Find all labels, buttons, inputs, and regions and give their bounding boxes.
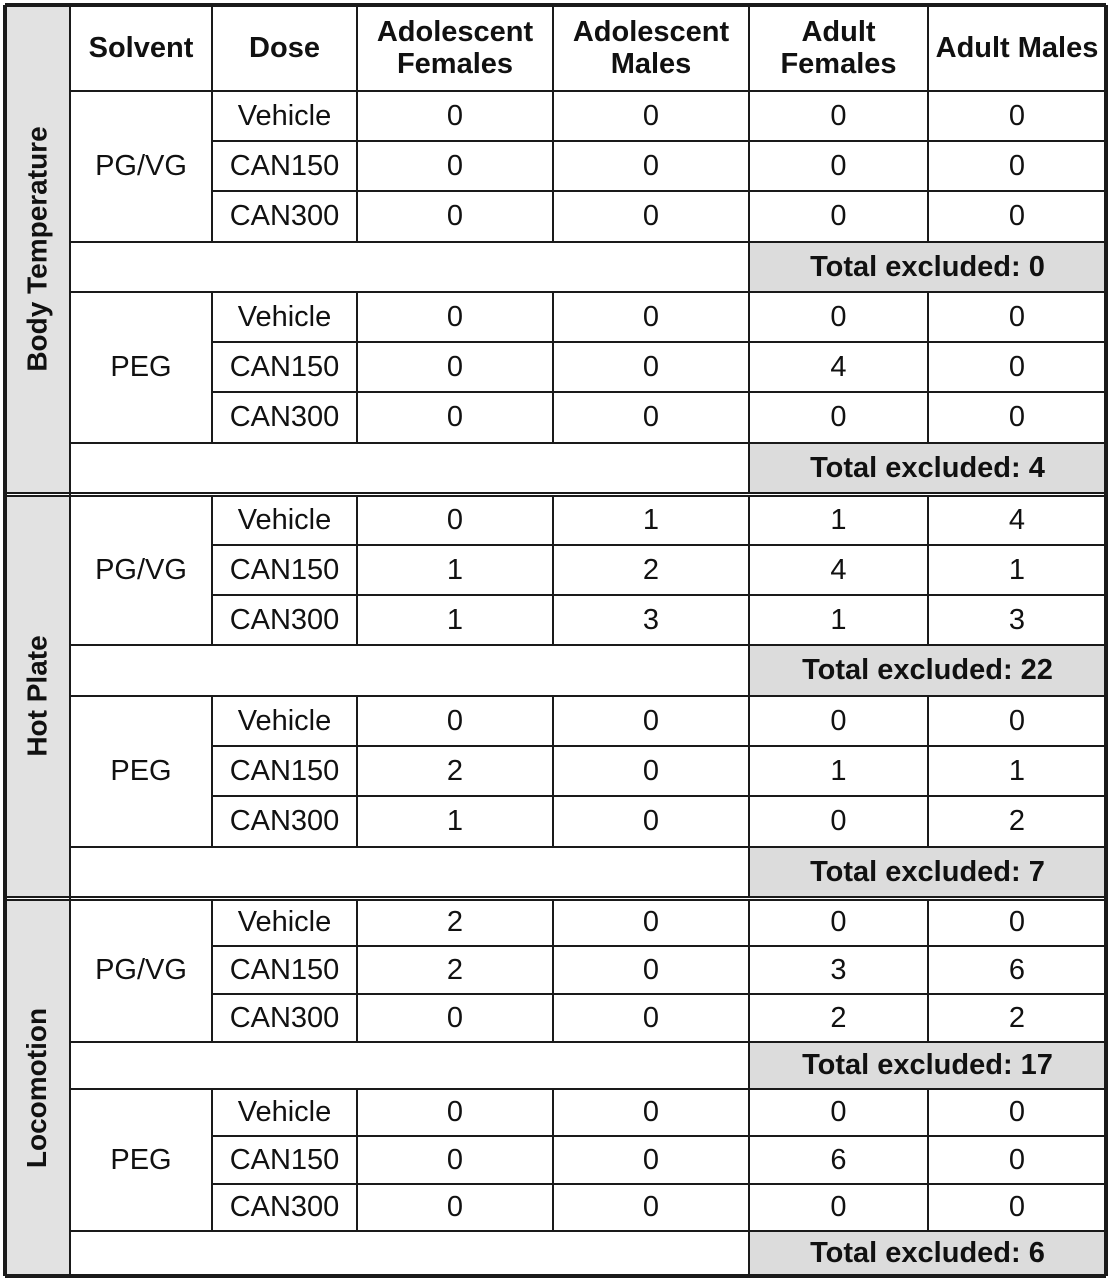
count-cell: 0 xyxy=(642,704,660,737)
count-cell: 0 xyxy=(1008,1143,1026,1176)
column-divider xyxy=(927,1089,930,1231)
column-header: Adult Females xyxy=(780,15,897,80)
column-divider xyxy=(552,495,555,645)
count-cell: 2 xyxy=(642,553,660,586)
row-divider xyxy=(212,945,1106,948)
row-divider xyxy=(212,993,1106,996)
column-divider xyxy=(748,1089,751,1231)
count-cell: 0 xyxy=(642,300,660,333)
column-header: Adolescent Males xyxy=(572,15,730,80)
count-cell: 1 xyxy=(446,553,464,586)
total-row-blank xyxy=(70,242,749,292)
total-row-blank xyxy=(70,1042,749,1089)
count-cell: 0 xyxy=(446,200,464,233)
count-cell: 0 xyxy=(830,704,847,737)
column-divider xyxy=(748,91,751,242)
total-row-blank xyxy=(70,645,749,696)
section-label-text: Hot Plate xyxy=(21,635,53,757)
count-cell: 1 xyxy=(830,603,847,636)
count-cell: 0 xyxy=(642,401,660,434)
row-divider xyxy=(212,1183,1106,1186)
count-cell: 0 xyxy=(642,1001,660,1034)
count-cell: 4 xyxy=(830,350,847,383)
section-divider xyxy=(5,899,1106,901)
dose-cell: Vehicle xyxy=(237,906,332,939)
section-label-3 xyxy=(5,899,70,1276)
total-excluded-cell: Total excluded: 4 xyxy=(749,443,1106,493)
total-row-blank xyxy=(70,443,749,493)
column-divider xyxy=(69,5,72,1276)
table-border xyxy=(3,5,7,1276)
row-divider xyxy=(70,1230,1106,1233)
count-cell: 1 xyxy=(1008,553,1026,586)
count-cell: 0 xyxy=(1008,704,1026,737)
solvent-cell: PG/VG xyxy=(95,553,187,586)
count-cell: 2 xyxy=(446,953,464,986)
row-divider xyxy=(70,241,1106,244)
dose-cell: CAN300 xyxy=(229,805,340,838)
count-cell: 0 xyxy=(446,300,464,333)
count-cell: 4 xyxy=(1008,503,1026,536)
count-cell: 1 xyxy=(1008,754,1026,787)
count-cell: 0 xyxy=(642,1191,660,1224)
column-divider xyxy=(552,1089,555,1231)
count-cell: 0 xyxy=(642,1143,660,1176)
total-excluded-cell: Total excluded: 17 xyxy=(749,1042,1106,1089)
section-label-text: Body Temperature xyxy=(21,126,53,372)
count-cell: 0 xyxy=(642,906,660,939)
count-cell: 0 xyxy=(642,200,660,233)
dose-cell: Vehicle xyxy=(237,99,332,132)
column-divider xyxy=(748,495,751,645)
dose-cell: CAN300 xyxy=(229,1001,340,1034)
count-cell: 3 xyxy=(642,603,660,636)
total-excluded-cell: Total excluded: 0 xyxy=(749,242,1106,292)
count-cell: 0 xyxy=(642,1096,660,1129)
column-divider xyxy=(552,696,555,847)
column-divider xyxy=(748,242,751,292)
row-divider xyxy=(212,140,1106,143)
row-divider xyxy=(212,1135,1106,1138)
column-divider xyxy=(748,443,751,493)
row-divider xyxy=(212,594,1106,597)
row-divider xyxy=(70,1041,1106,1044)
count-cell: 0 xyxy=(642,149,660,182)
dose-cell: Vehicle xyxy=(237,503,332,536)
count-cell: 0 xyxy=(830,99,847,132)
count-cell: 0 xyxy=(446,1001,464,1034)
column-divider xyxy=(748,292,751,443)
dose-cell: CAN300 xyxy=(229,401,340,434)
count-cell: 2 xyxy=(830,1001,847,1034)
column-divider xyxy=(927,696,930,847)
count-cell: 2 xyxy=(446,754,464,787)
dose-cell: Vehicle xyxy=(237,300,332,333)
table-border xyxy=(5,3,1106,7)
column-divider xyxy=(927,5,930,91)
count-cell: 0 xyxy=(830,149,847,182)
count-cell: 0 xyxy=(830,401,847,434)
column-divider xyxy=(356,91,359,242)
count-cell: 0 xyxy=(642,754,660,787)
column-divider xyxy=(748,847,751,897)
count-cell: 0 xyxy=(446,350,464,383)
total-excluded-cell: Total excluded: 6 xyxy=(749,1231,1106,1276)
column-divider xyxy=(211,495,214,645)
column-divider xyxy=(748,696,751,847)
dose-cell: CAN150 xyxy=(229,553,340,586)
column-header: Adult Males xyxy=(935,31,1099,64)
row-divider xyxy=(212,391,1106,394)
column-divider xyxy=(356,1089,359,1231)
section-label-2 xyxy=(5,495,70,897)
dose-cell: Vehicle xyxy=(237,1096,332,1129)
column-divider xyxy=(552,899,555,1042)
column-divider xyxy=(356,899,359,1042)
count-cell: 0 xyxy=(830,1191,847,1224)
row-divider xyxy=(212,341,1106,344)
count-cell: 0 xyxy=(642,953,660,986)
section-label-text: Locomotion xyxy=(21,1007,53,1168)
column-divider xyxy=(356,696,359,847)
dose-cell: CAN150 xyxy=(229,149,340,182)
count-cell: 0 xyxy=(1008,99,1026,132)
column-divider xyxy=(927,292,930,443)
count-cell: 0 xyxy=(642,350,660,383)
count-cell: 0 xyxy=(830,1096,847,1129)
column-divider xyxy=(211,1089,214,1231)
count-cell: 0 xyxy=(830,300,847,333)
count-cell: 1 xyxy=(446,805,464,838)
dose-cell: CAN150 xyxy=(229,953,340,986)
row-divider xyxy=(70,90,1106,93)
column-divider xyxy=(552,292,555,443)
section-label-1 xyxy=(5,5,70,493)
row-divider xyxy=(212,190,1106,193)
table-border xyxy=(5,1274,1106,1278)
column-divider xyxy=(211,91,214,242)
column-header: Adolescent Females xyxy=(376,15,534,80)
dose-cell: CAN150 xyxy=(229,1143,340,1176)
dose-cell: CAN300 xyxy=(229,200,340,233)
count-cell: 0 xyxy=(1008,300,1026,333)
total-excluded-cell: Total excluded: 7 xyxy=(749,847,1106,897)
count-cell: 0 xyxy=(830,805,847,838)
solvent-cell: PEG xyxy=(110,351,172,384)
column-divider xyxy=(927,899,930,1042)
column-divider xyxy=(552,91,555,242)
dose-cell: CAN300 xyxy=(229,603,340,636)
column-divider xyxy=(211,5,214,91)
dose-cell: CAN150 xyxy=(229,350,340,383)
count-cell: 0 xyxy=(446,1143,464,1176)
count-cell: 0 xyxy=(1008,200,1026,233)
count-cell: 0 xyxy=(1008,350,1026,383)
row-divider xyxy=(70,291,1106,294)
row-divider xyxy=(212,745,1106,748)
count-cell: 0 xyxy=(1008,1191,1026,1224)
total-row-blank xyxy=(70,847,749,897)
count-cell: 1 xyxy=(830,503,847,536)
section-divider xyxy=(5,896,1106,898)
count-cell: 3 xyxy=(830,953,847,986)
section-divider xyxy=(5,492,1106,494)
row-divider xyxy=(70,644,1106,647)
column-divider xyxy=(748,1231,751,1276)
column-divider xyxy=(211,292,214,443)
count-cell: 0 xyxy=(830,200,847,233)
count-cell: 4 xyxy=(830,553,847,586)
dose-cell: CAN300 xyxy=(229,1191,340,1224)
total-row-blank xyxy=(70,1231,749,1276)
column-divider xyxy=(748,1042,751,1089)
count-cell: 2 xyxy=(446,906,464,939)
count-cell: 0 xyxy=(446,99,464,132)
solvent-cell: PEG xyxy=(110,1143,172,1176)
count-cell: 0 xyxy=(830,906,847,939)
row-divider xyxy=(70,442,1106,445)
dose-cell: Vehicle xyxy=(237,704,332,737)
row-divider xyxy=(70,695,1106,698)
solvent-cell: PG/VG xyxy=(95,150,187,183)
count-cell: 2 xyxy=(1008,805,1026,838)
count-cell: 0 xyxy=(446,149,464,182)
column-divider xyxy=(927,91,930,242)
count-cell: 1 xyxy=(642,503,660,536)
row-divider xyxy=(212,795,1106,798)
column-divider xyxy=(211,696,214,847)
dose-cell: CAN150 xyxy=(229,754,340,787)
column-divider xyxy=(211,899,214,1042)
table-border xyxy=(1104,5,1108,1276)
column-header: Solvent xyxy=(88,31,194,64)
row-divider xyxy=(212,544,1106,547)
count-cell: 0 xyxy=(446,503,464,536)
column-divider xyxy=(927,495,930,645)
count-cell: 6 xyxy=(830,1143,847,1176)
count-cell: 0 xyxy=(446,704,464,737)
solvent-cell: PG/VG xyxy=(95,954,187,987)
count-cell: 6 xyxy=(1008,953,1026,986)
total-excluded-cell: Total excluded: 22 xyxy=(749,645,1106,696)
column-divider xyxy=(748,645,751,696)
column-divider xyxy=(356,495,359,645)
count-cell: 1 xyxy=(446,603,464,636)
column-divider xyxy=(356,5,359,91)
section-divider xyxy=(5,495,1106,497)
column-header: Dose xyxy=(249,31,320,64)
count-cell: 0 xyxy=(1008,149,1026,182)
count-cell: 0 xyxy=(1008,906,1026,939)
count-cell: 2 xyxy=(1008,1001,1026,1034)
count-cell: 0 xyxy=(642,805,660,838)
column-divider xyxy=(356,292,359,443)
row-divider xyxy=(70,1088,1106,1091)
column-divider xyxy=(748,5,751,91)
count-cell: 0 xyxy=(446,401,464,434)
column-divider xyxy=(748,899,751,1042)
row-divider xyxy=(70,846,1106,849)
count-cell: 0 xyxy=(1008,1096,1026,1129)
count-cell: 3 xyxy=(1008,603,1026,636)
count-cell: 0 xyxy=(642,99,660,132)
solvent-cell: PEG xyxy=(110,755,172,788)
column-divider xyxy=(552,5,555,91)
count-cell: 1 xyxy=(830,754,847,787)
count-cell: 0 xyxy=(446,1191,464,1224)
count-cell: 0 xyxy=(446,1096,464,1129)
count-cell: 0 xyxy=(1008,401,1026,434)
